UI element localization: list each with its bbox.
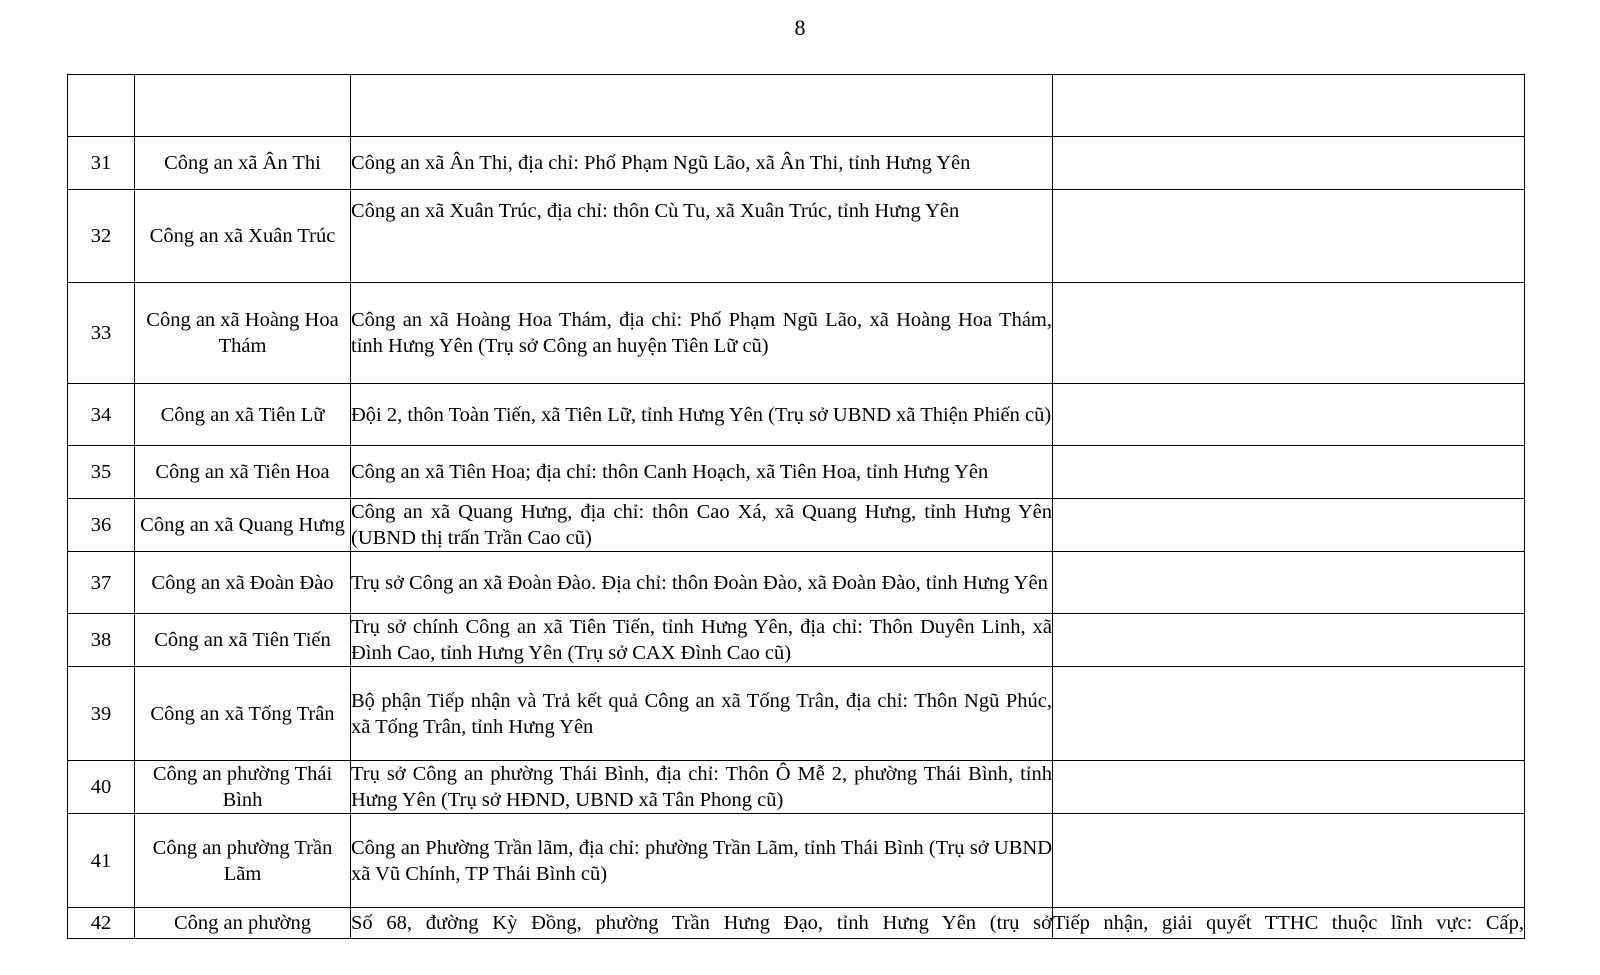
table-row — [68, 614, 1525, 667]
row-number-cell: 42 — [68, 908, 135, 939]
unit-name-cell: Công an xã Ân Thi — [135, 137, 351, 190]
note-cell — [1053, 137, 1525, 190]
address-cell: Đội 2, thôn Toàn Tiến, xã Tiên Lữ, tỉnh Hưng Yên (Trụ sở UBND xã Thiện Phiến cũ) — [351, 384, 1053, 446]
unit-name-cell: Công an xã Quang Hưng — [135, 499, 351, 552]
unit-name-cell: Công an xã Hoàng Hoa Thám — [135, 283, 351, 384]
note-cell — [1053, 552, 1525, 614]
table-row — [68, 908, 1525, 939]
table-row — [68, 761, 1525, 814]
address-cell: Trụ sở Công an xã Đoàn Đào. Địa chỉ: thôn Đoàn Đào, xã Đoàn Đào, tỉnh Hưng Yên — [351, 552, 1053, 614]
unit-name-cell: Công an phường Trần Lãm — [135, 814, 351, 908]
note-cell — [1053, 814, 1525, 908]
row-number-cell: 36 — [68, 499, 135, 552]
unit-name-cell: Công an phường Thái Bình — [135, 761, 351, 814]
note-cell — [1053, 614, 1525, 667]
address-cell: Công an xã Ân Thi, địa chỉ: Phố Phạm Ngũ Lão, xã Ân Thi, tỉnh Hưng Yên — [351, 137, 1053, 190]
note-cell: Tiếp nhận, giải quyết TTHC thuộc lĩnh vực: Cấp, — [1053, 908, 1525, 939]
note-cell — [1053, 499, 1525, 552]
table-row — [68, 384, 1525, 446]
address-cell: Công an Phường Trần lãm, địa chỉ: phường Trần Lãm, tỉnh Thái Bình (Trụ sở UBND xã Vũ Chính, TP Thái Bình cũ) — [351, 814, 1053, 908]
row-number-cell: 39 — [68, 667, 135, 761]
unit-name-cell: Công an xã Xuân Trúc — [135, 190, 351, 283]
row-number-cell — [68, 75, 135, 137]
note-cell — [1053, 190, 1525, 283]
note-cell — [1053, 667, 1525, 761]
address-cell: Bộ phận Tiếp nhận và Trả kết quả Công an xã Tống Trân, địa chỉ: Thôn Ngũ Phúc, xã Tống Trân, tỉnh Hưng Yên — [351, 667, 1053, 761]
table-row — [68, 190, 1525, 283]
row-number-cell: 40 — [68, 761, 135, 814]
row-number-cell: 31 — [68, 137, 135, 190]
address-cell: Công an xã Xuân Trúc, địa chỉ: thôn Cù Tu, xã Xuân Trúc, tỉnh Hưng Yên — [351, 190, 1053, 283]
table-row — [68, 667, 1525, 761]
note-cell — [1053, 761, 1525, 814]
table-row — [68, 552, 1525, 614]
table-row — [68, 283, 1525, 384]
note-cell — [1053, 384, 1525, 446]
row-number-cell: 33 — [68, 283, 135, 384]
unit-name-cell: Công an xã Tiên Tiến — [135, 614, 351, 667]
table-row — [68, 137, 1525, 190]
address-cell: Trụ sở Công an phường Thái Bình, địa chỉ: Thôn Ô Mễ 2, phường Thái Bình, tỉnh Hưng Yên (Trụ sở HĐND, UBND xã Tân Phong cũ) — [351, 761, 1053, 814]
address-cell: Số 68, đường Kỳ Đồng, phường Trần Hưng Đạo, tỉnh Hưng Yên (trụ sở — [351, 908, 1053, 939]
unit-name-cell — [135, 75, 351, 137]
unit-name-cell: Công an xã Đoàn Đào — [135, 552, 351, 614]
unit-name-cell: Công an xã Tiên Lữ — [135, 384, 351, 446]
note-cell — [1053, 446, 1525, 499]
note-cell — [1053, 75, 1525, 137]
unit-name-cell: Công an xã Tống Trân — [135, 667, 351, 761]
document-table — [67, 74, 1525, 939]
row-number-cell: 41 — [68, 814, 135, 908]
unit-name-cell: Công an xã Tiên Hoa — [135, 446, 351, 499]
address-cell: Trụ sở chính Công an xã Tiên Tiến, tỉnh Hưng Yên, địa chỉ: Thôn Duyên Linh, xã Đình Cao, tỉnh Hưng Yên (Trụ sở CAX Đình Cao cũ) — [351, 614, 1053, 667]
address-cell — [351, 75, 1053, 137]
row-number-cell: 34 — [68, 384, 135, 446]
table-row — [68, 75, 1525, 137]
row-number-cell: 37 — [68, 552, 135, 614]
table-row — [68, 499, 1525, 552]
table-row — [68, 446, 1525, 499]
row-number-cell: 32 — [68, 190, 135, 283]
address-cell: Công an xã Hoàng Hoa Thám, địa chỉ: Phố Phạm Ngũ Lão, xã Hoàng Hoa Thám, tỉnh Hưng Yên (Trụ sở Công an huyện Tiên Lữ cũ) — [351, 283, 1053, 384]
row-number-cell: 35 — [68, 446, 135, 499]
table-row — [68, 814, 1525, 908]
address-cell: Công an xã Tiên Hoa; địa chỉ: thôn Canh Hoạch, xã Tiên Hoa, tỉnh Hưng Yên — [351, 446, 1053, 499]
unit-name-cell: Công an phường — [135, 908, 351, 939]
note-cell — [1053, 283, 1525, 384]
page-number: 8 — [794, 15, 806, 40]
address-cell: Công an xã Quang Hưng, địa chỉ: thôn Cao Xá, xã Quang Hưng, tỉnh Hưng Yên (UBND thị trấn Trần Cao cũ) — [351, 499, 1053, 552]
row-number-cell: 38 — [68, 614, 135, 667]
